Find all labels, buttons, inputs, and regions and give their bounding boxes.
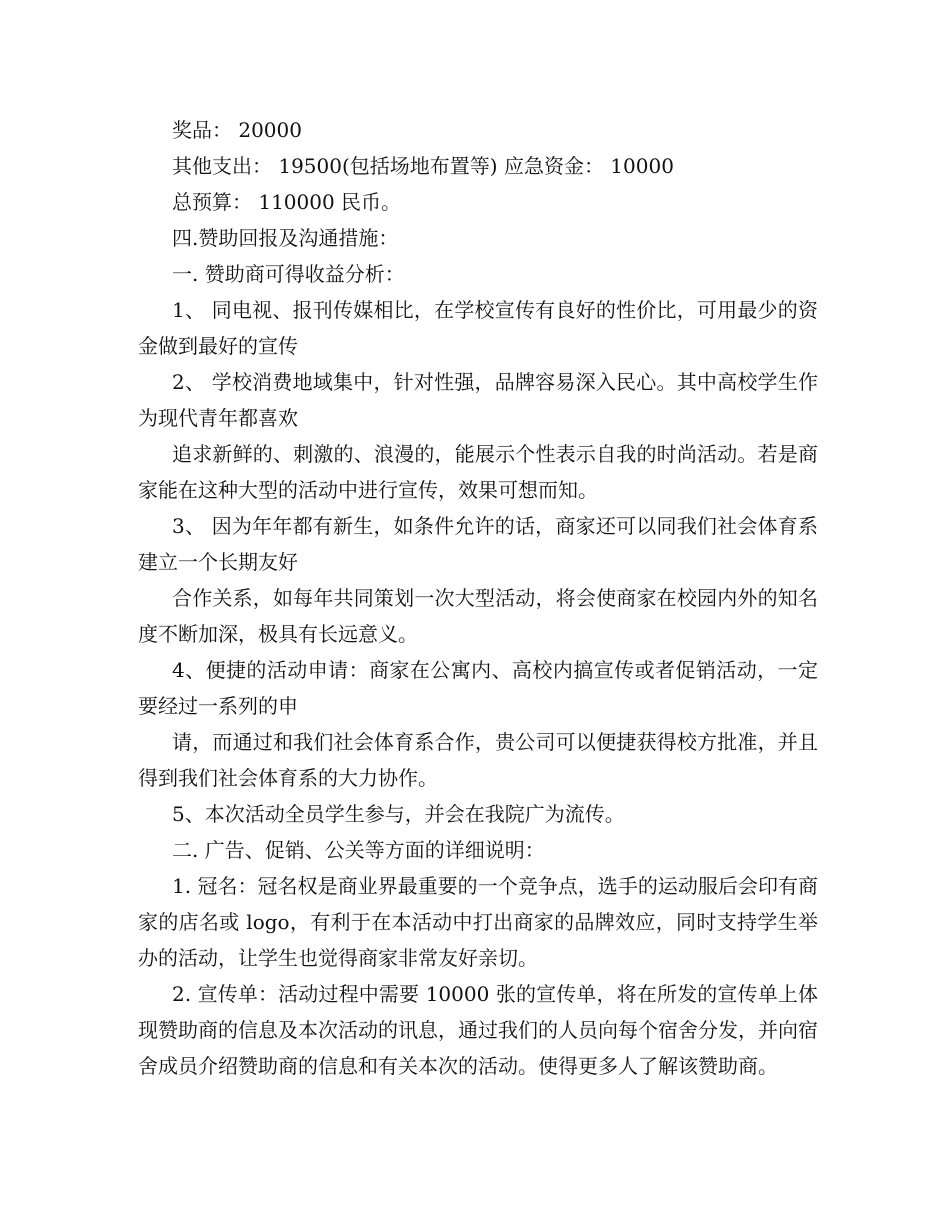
paragraph-point-2-continued: 追求新鲜的、刺激的、浪漫的，能展示个性表示自我的时尚活动。若是商家能在这种大型的活动中进行宣传，效果可想而知。 bbox=[138, 442, 818, 502]
paragraph-point-5: 5、本次活动全员学生参与，并会在我院广为流传。 bbox=[172, 802, 625, 826]
subsection-heading-benefit-analysis: 一. 赞助商可得收益分析： bbox=[172, 262, 405, 286]
section-heading-sponsor-return: 四.赞助回报及沟通措施： bbox=[172, 226, 399, 250]
paragraph-point-2: 2、 学校消费地域集中，针对性强，品牌容易深入民心。其中高校学生作为现代青年都喜欢 bbox=[138, 370, 818, 430]
paragraph-point-3: 3、 因为年年都有新生，如条件允许的话，商家还可以同我们社会体育系建立一个长期友好 bbox=[138, 514, 818, 574]
document-body bbox=[138, 112, 818, 1084]
paragraph-total-budget: 总预算： 110000 民币。 bbox=[172, 190, 402, 214]
paragraph-naming-rights: 1. 冠名：冠名权是商业界最重要的一个竞争点，选手的运动服后会印有商家的店名或 logo，有利于在本活动中打出商家的品牌效应，同时支持学生举办的活动，让学生也觉得商家非常友好亲切。 bbox=[138, 874, 818, 970]
paragraph-other-expenses: 其他支出： 19500(包括场地布置等) 应急资金： 10000 bbox=[172, 154, 674, 178]
paragraph-point-3-continued: 合作关系，如每年共同策划一次大型活动，将会使商家在校园内外的知名度不断加深，极具有长远意义。 bbox=[138, 586, 818, 646]
paragraph-point-1: 1、 同电视、报刊传媒相比，在学校宣传有良好的性价比，可用最少的资金做到最好的宣传 bbox=[138, 298, 818, 358]
paragraph-prize: 奖品： 20000 bbox=[172, 118, 302, 142]
subsection-heading-advertising: 二. 广告、促销、公关等方面的详细说明： bbox=[172, 838, 545, 862]
paragraph-flyers: 2. 宣传单：活动过程中需要 10000 张的宣传单，将在所发的宣传单上体现赞助商的信息及本次活动的讯息，通过我们的人员向每个宿舍分发，并向宿舍成员介绍赞助商的信息和有关本次的活动。使得更多人了解该赞助商。 bbox=[138, 982, 818, 1078]
paragraph-point-4-continued: 请，而通过和我们社会体育系合作，贵公司可以便捷获得校方批准，并且得到我们社会体育系的大力协作。 bbox=[138, 730, 818, 790]
paragraph-point-4: 4、便捷的活动申请：商家在公寓内、高校内搞宣传或者促销活动，一定要经过一系列的申 bbox=[138, 658, 818, 718]
